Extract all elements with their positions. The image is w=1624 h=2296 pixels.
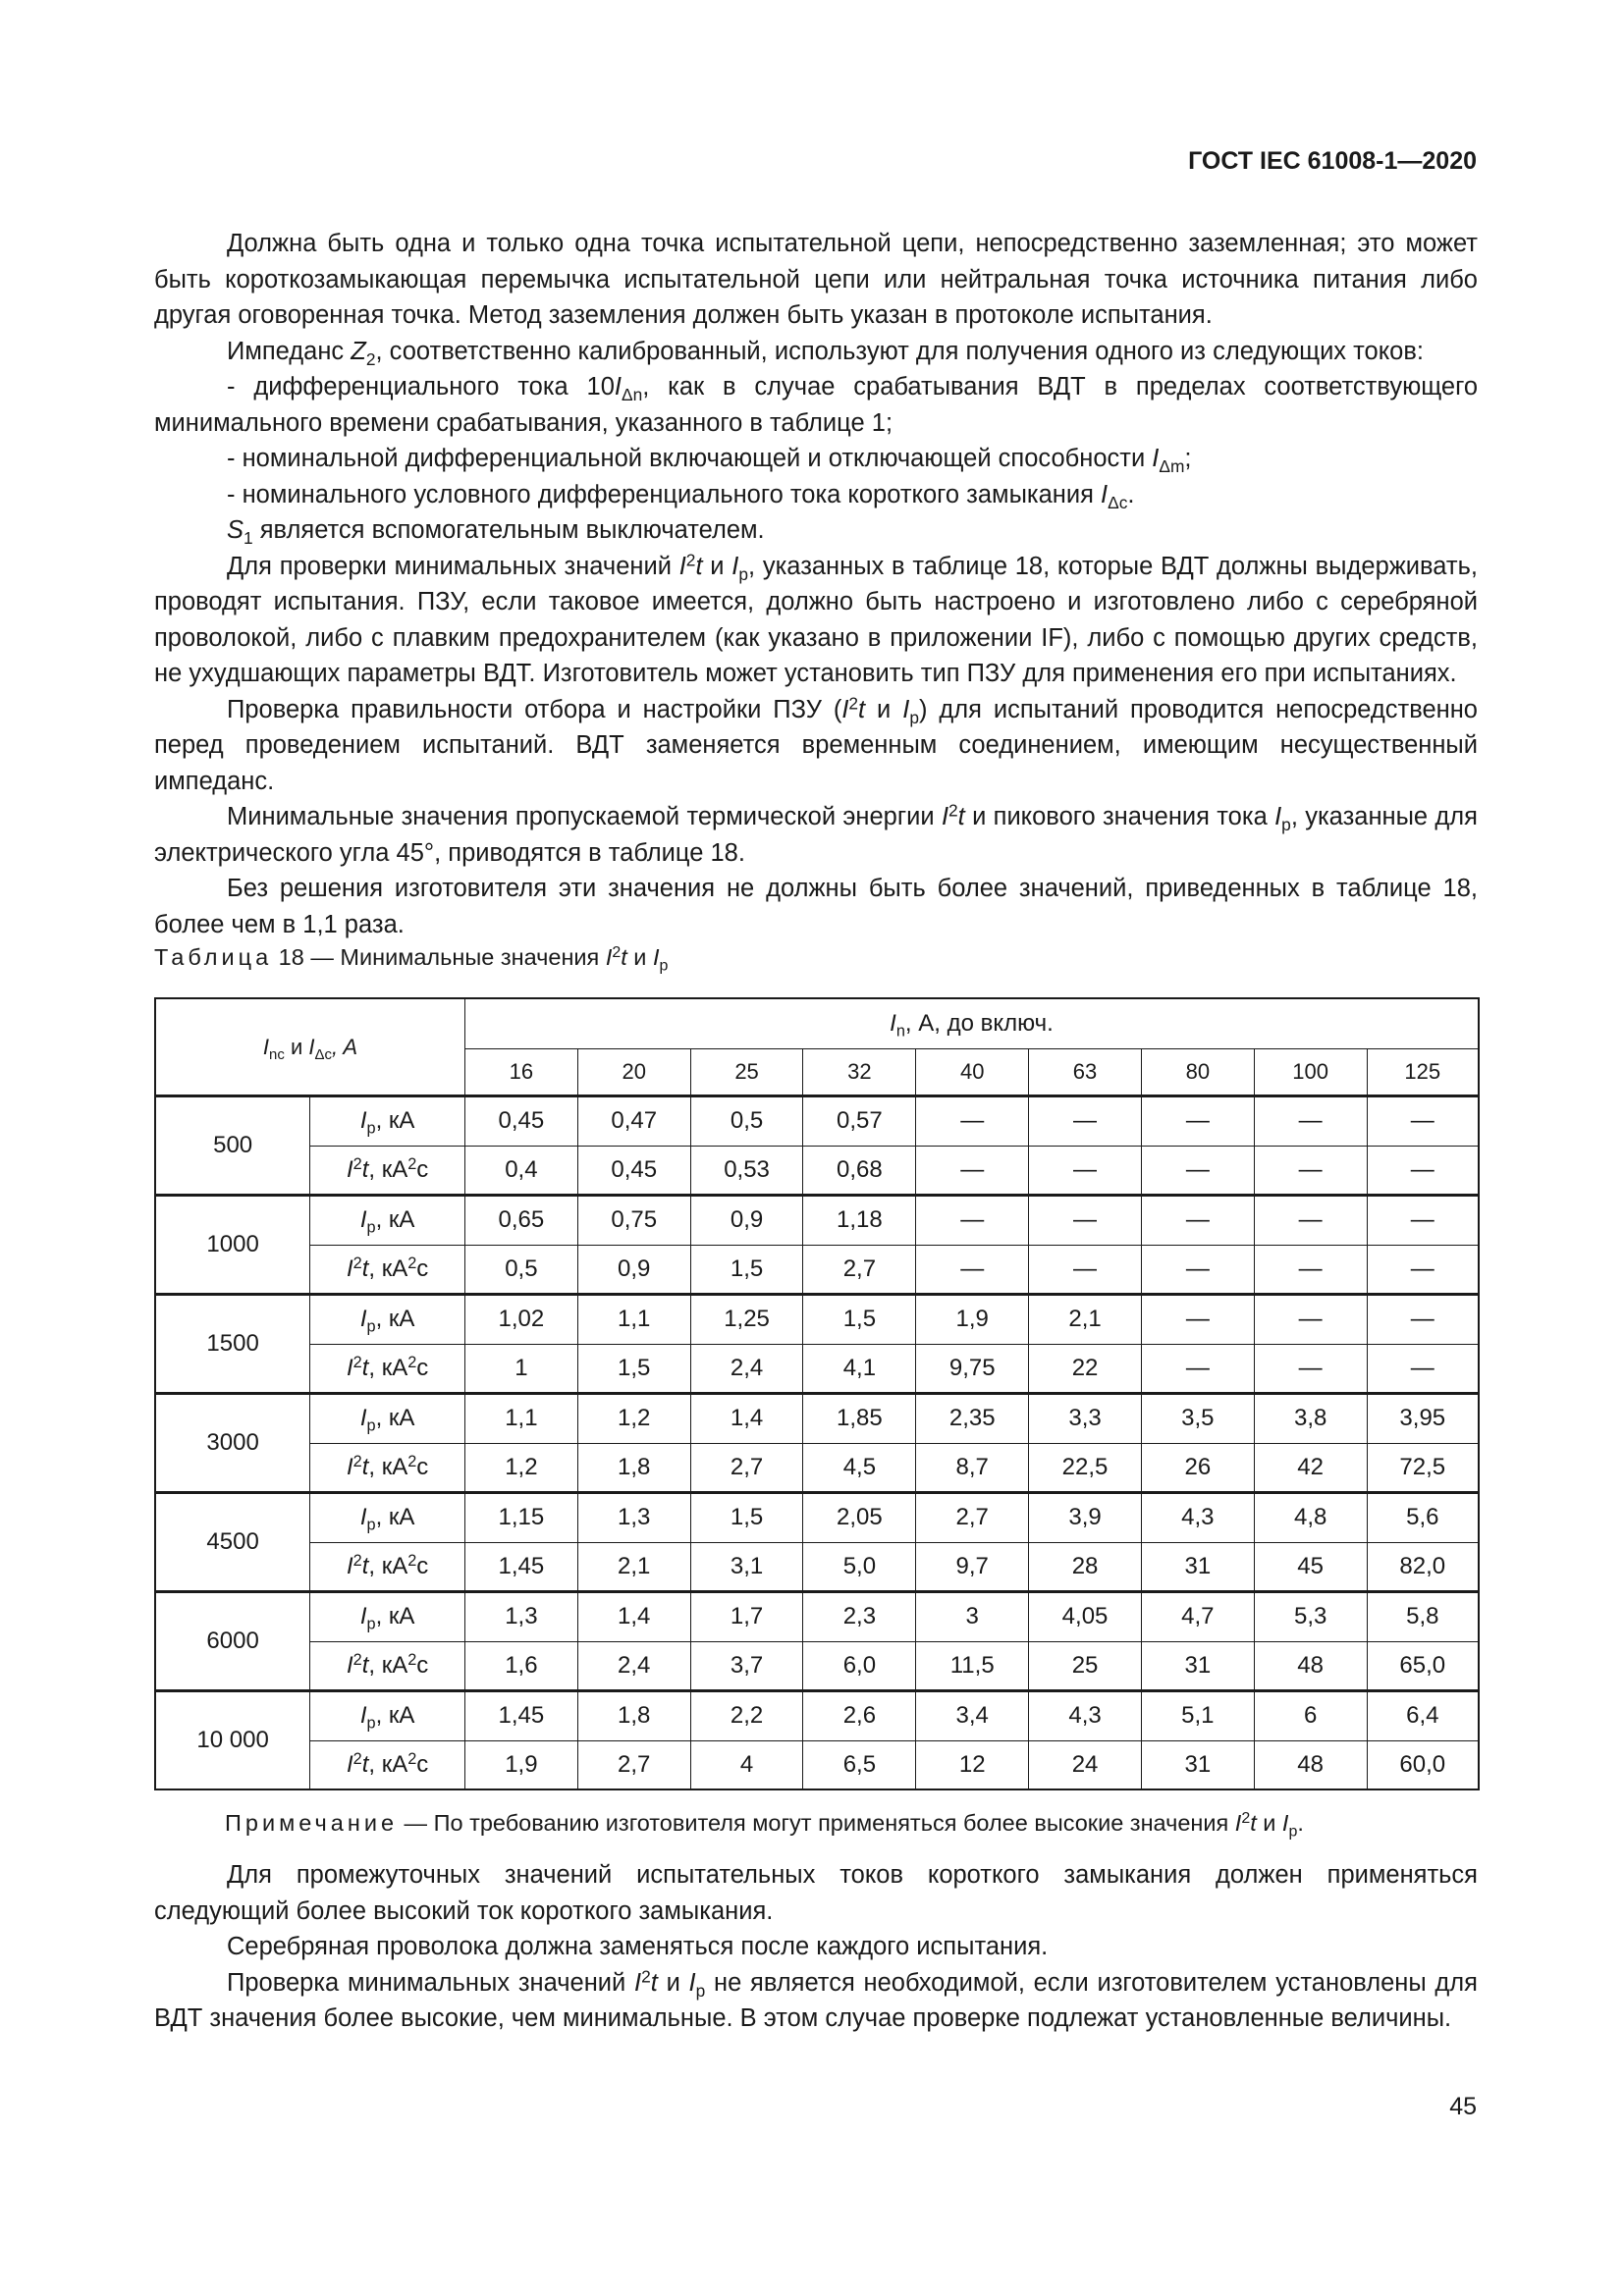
document-id-header: ГОСТ IEC 61008-1—2020 — [1188, 147, 1477, 175]
symbol-t: t — [361, 1354, 369, 1381]
symbol-sub-p: p — [366, 1714, 376, 1733]
table-row — [155, 1691, 1479, 1741]
column-header: 80 — [1141, 1049, 1254, 1096]
param-label-i2t — [310, 1245, 465, 1295]
table-cell: 2,2 — [690, 1691, 803, 1741]
symbol-i: I — [346, 1651, 353, 1679]
body-text-bottom — [154, 1857, 1478, 2037]
table-cell: 2,3 — [803, 1592, 916, 1642]
table-cell: 0,65 — [464, 1196, 577, 1246]
table-cell: 3,95 — [1367, 1394, 1479, 1444]
unit-text: , кА — [375, 1603, 415, 1630]
unit-text: с — [416, 1750, 429, 1778]
table-cell: 1,5 — [690, 1245, 803, 1295]
table-note: Примечание — По требованию изготовителя могут применяться более высокие значения $I^2t$ и $I_p$. — [225, 1810, 1304, 1841]
symbol-sub-p: p — [366, 1416, 376, 1435]
table-cell: 0,5 — [464, 1245, 577, 1295]
table-cell: 3,1 — [690, 1542, 803, 1592]
param-label-ip — [310, 1691, 465, 1741]
table-cell: — — [1254, 1146, 1367, 1196]
rated-current-cell: 1500 — [155, 1295, 310, 1394]
table-cell: — — [1141, 1344, 1254, 1394]
table-cell: — — [1141, 1096, 1254, 1147]
table-cell: 1,9 — [916, 1295, 1029, 1345]
page-number: 45 — [1449, 2093, 1477, 2120]
unit-text: , кА — [368, 1651, 408, 1679]
unit-text: , кА — [375, 1702, 415, 1730]
table-cell: 4,3 — [1141, 1493, 1254, 1543]
table-cell: 4,3 — [1029, 1691, 1142, 1741]
table-cell: — — [1367, 1146, 1479, 1196]
unit-text: с — [416, 1155, 429, 1183]
param-label-ip — [310, 1196, 465, 1246]
symbol-i: I — [346, 1155, 353, 1183]
symbol-sup-2: 2 — [407, 1154, 417, 1173]
table-cell: 4,1 — [803, 1344, 916, 1394]
unit-text: , кА — [375, 1504, 415, 1531]
param-label-i2t — [310, 1740, 465, 1789]
table-row — [155, 1641, 1479, 1691]
table-cell: 9,7 — [916, 1542, 1029, 1592]
symbol-sup-2: 2 — [352, 1749, 362, 1768]
table-row — [155, 1295, 1479, 1345]
table-cell: 0,5 — [690, 1096, 803, 1147]
symbol-i: I — [346, 1255, 353, 1282]
unit-text: , кА — [375, 1306, 415, 1333]
param-label-ip — [310, 1493, 465, 1543]
table-row — [155, 1493, 1479, 1543]
paragraph-verification: Для проверки минимальных значений $I^2t$ и $I_p$, указанных в таблице 18, которые ВДТ должны выдерживать, проводят испытания. ПЗУ, если таковое имеется, должно быть настроено и изготовлено либо с серебряной проволокой, либо с плавким предохранителем (как указано в приложении IF), либо с помощью других средств, не ухудшающих параметры ВДТ. Изготовитель может установить тип ПЗУ для применения его при испытаниях. — [154, 549, 1478, 687]
column-header: 40 — [916, 1049, 1029, 1096]
table-cell: 31 — [1141, 1542, 1254, 1592]
symbol-sup-2: 2 — [352, 1353, 362, 1371]
symbol-sup-2: 2 — [407, 1452, 417, 1470]
table-cell: 1,1 — [577, 1295, 690, 1345]
table-cell: 42 — [1254, 1443, 1367, 1493]
column-header: 125 — [1367, 1049, 1479, 1096]
unit-text: , кА — [368, 1354, 408, 1381]
table-cell: 8,7 — [916, 1443, 1029, 1493]
symbol-t: t — [361, 1155, 369, 1183]
column-header: 16 — [464, 1049, 577, 1096]
table-cell: 5,6 — [1367, 1493, 1479, 1543]
unit-text: , кА — [368, 1750, 408, 1778]
table-cell: 3,5 — [1141, 1394, 1254, 1444]
table-cell: 9,75 — [916, 1344, 1029, 1394]
table-cell: 4,8 — [1254, 1493, 1367, 1543]
table-cell: — — [1367, 1196, 1479, 1246]
table-cell: — — [916, 1196, 1029, 1246]
paragraph-minimum-values: Минимальные значения пропускаемой термической энергии $I^2t$ и пикового значения тока $I_p$, указанные для электрического угла 45°, приводятся в таблице 18. — [154, 800, 1478, 867]
table-cell: 12 — [916, 1740, 1029, 1789]
table-cell: 6,0 — [803, 1641, 916, 1691]
table-cell: 1,5 — [577, 1344, 690, 1394]
table-cell: 1,45 — [464, 1542, 577, 1592]
table-row — [155, 1096, 1479, 1147]
table-cell: 72,5 — [1367, 1443, 1479, 1493]
table-cell: 1,45 — [464, 1691, 577, 1741]
table-row — [155, 1146, 1479, 1196]
table-corner-header: $I_{nc}$ и $I_{\Delta c}$, A — [155, 998, 464, 1096]
table-cell: — — [916, 1245, 1029, 1295]
symbol-t: t — [361, 1552, 369, 1579]
table-cell: — — [1029, 1146, 1142, 1196]
param-label-i2t — [310, 1443, 465, 1493]
table-cell: 2,7 — [577, 1740, 690, 1789]
unit-text: с — [416, 1453, 429, 1480]
list-item-making-breaking: - номинальной дифференциальной включающей и отключающей способности $I_{\Delta m}$; — [227, 445, 1192, 477]
table-cell: 3,7 — [690, 1641, 803, 1691]
symbol-i: I — [359, 1206, 367, 1234]
table-cell: — — [1367, 1096, 1479, 1147]
column-header: 100 — [1254, 1049, 1367, 1096]
table-cell: 45 — [1254, 1542, 1367, 1592]
table-cell: — — [1029, 1245, 1142, 1295]
rated-current-cell: 1000 — [155, 1196, 310, 1295]
table-cell: 5,1 — [1141, 1691, 1254, 1741]
table-cell: 26 — [1141, 1443, 1254, 1493]
table-cell: 0,9 — [577, 1245, 690, 1295]
table-cell: — — [1141, 1196, 1254, 1246]
body-text-top — [154, 226, 1478, 942]
table-cell: 1,18 — [803, 1196, 916, 1246]
table-cell: 4,05 — [1029, 1592, 1142, 1642]
table-cell: — — [1254, 1344, 1367, 1394]
table-cell: 1,9 — [464, 1740, 577, 1789]
param-label-ip — [310, 1295, 465, 1345]
table-cell: 1,2 — [577, 1394, 690, 1444]
table-cell: 25 — [1029, 1641, 1142, 1691]
table-cell: 3,4 — [916, 1691, 1029, 1741]
table-cell: 1,6 — [464, 1641, 577, 1691]
table-cell: 1,5 — [803, 1295, 916, 1345]
symbol-sup-2: 2 — [352, 1650, 362, 1669]
symbol-sub-p: p — [366, 1516, 376, 1534]
table-cell: 48 — [1254, 1641, 1367, 1691]
symbol-t: t — [361, 1651, 369, 1679]
rated-current-cell: 500 — [155, 1096, 310, 1196]
symbol-i: I — [359, 1504, 367, 1531]
unit-text: с — [416, 1255, 429, 1282]
table-cell: 1,3 — [577, 1493, 690, 1543]
table-cell: 0,45 — [577, 1146, 690, 1196]
unit-text: , кА — [375, 1206, 415, 1234]
table-cell: 1,85 — [803, 1394, 916, 1444]
table-cell: — — [1029, 1096, 1142, 1147]
table-cell: 6,4 — [1367, 1691, 1479, 1741]
table-cell: 31 — [1141, 1740, 1254, 1789]
table-cell: 4,7 — [1141, 1592, 1254, 1642]
table-row — [155, 1344, 1479, 1394]
table-cell: 22 — [1029, 1344, 1142, 1394]
symbol-sub-p: p — [366, 1615, 376, 1633]
paragraph-intermediate: Для промежуточных значений испытательных токов короткого замыкания должен применяться следующий более высокий ток короткого замыкания. — [154, 1861, 1478, 1925]
paragraph-spd-check: Проверка правильности отбора и настройки ПЗУ ($I^2t$ и $I_p$) для испытаний проводится непосредственно перед проведением испытаний. ВДТ заменяется временным соединением, имеющим несущественный импеданс. — [154, 692, 1478, 795]
table-cell: 1,4 — [690, 1394, 803, 1444]
table-cell: 4 — [690, 1740, 803, 1789]
param-label-i2t — [310, 1146, 465, 1196]
paragraph-tolerance: Без решения изготовителя эти значения не должны быть более значений, приведенных в таблице 18, более чем в 1,1 раза. — [154, 875, 1478, 938]
table-cell: 2,6 — [803, 1691, 916, 1741]
column-header: 32 — [803, 1049, 916, 1096]
table-row — [155, 1196, 1479, 1246]
table-cell: 65,0 — [1367, 1641, 1479, 1691]
paragraph-grounding: Должна быть одна и только одна точка испытательной цепи, непосредственно заземленная; это может быть короткозамыкающая перемычка испытательной цепи или нейтральная точка источника питания либо другая оговоренная точка. Метод заземления должен быть указан в протоколе испытания. — [154, 230, 1478, 329]
table-cell: — — [1367, 1295, 1479, 1345]
symbol-i: I — [346, 1552, 353, 1579]
symbol-sup-2: 2 — [352, 1551, 362, 1570]
symbol-t: t — [361, 1750, 369, 1778]
column-header: 63 — [1029, 1049, 1142, 1096]
list-item-differential: - дифференциального тока $10I_{\Delta n}$, как в случае срабатывания ВДТ в пределах соответствующего минимального времени срабатывания, указанного в таблице 1; — [154, 373, 1478, 437]
table-cell: 1,1 — [464, 1394, 577, 1444]
table-row — [155, 1740, 1479, 1789]
unit-text: , кА — [375, 1107, 415, 1135]
symbol-t: t — [361, 1453, 369, 1480]
table-cell: 0,75 — [577, 1196, 690, 1246]
table-cell: 1,15 — [464, 1493, 577, 1543]
unit-text: , кА — [368, 1255, 408, 1282]
table-cell: 2,4 — [577, 1641, 690, 1691]
symbol-i: I — [359, 1107, 367, 1135]
table-cell: 3,9 — [1029, 1493, 1142, 1543]
table-cell: — — [1254, 1295, 1367, 1345]
symbol-sup-2: 2 — [407, 1254, 417, 1272]
symbol-sup-2: 2 — [352, 1452, 362, 1470]
table-cell: 24 — [1029, 1740, 1142, 1789]
symbol-sub-p: p — [366, 1218, 376, 1237]
table-cell: 11,5 — [916, 1641, 1029, 1691]
table-cell: — — [916, 1146, 1029, 1196]
table-cell: 0,4 — [464, 1146, 577, 1196]
table-cell: 6,5 — [803, 1740, 916, 1789]
table-cell: 5,0 — [803, 1542, 916, 1592]
paragraph-auxiliary-switch: $S_1$ является вспомогательным выключателем. — [227, 516, 765, 549]
table-cell: 1,5 — [690, 1493, 803, 1543]
table-row — [155, 1394, 1479, 1444]
rated-current-cell: 10 000 — [155, 1691, 310, 1790]
symbol-sup-2: 2 — [352, 1254, 362, 1272]
paragraph-impedance: Импеданс $Z_2$, соответственно калиброванный, используют для получения одного из следующих токов: — [227, 337, 1424, 369]
table-cell: 1 — [464, 1344, 577, 1394]
table-cell: 1,02 — [464, 1295, 577, 1345]
table-row — [155, 1542, 1479, 1592]
table-cell: 0,9 — [690, 1196, 803, 1246]
table-cell: — — [1367, 1245, 1479, 1295]
paragraph-not-necessary: Проверка минимальных значений $I^2t$ и $I_p$ не является необходимой, если изготовителем установлены для ВДТ значения более высокие, чем минимальные. В этом случае проверке подлежат установленные величины. — [154, 1965, 1478, 2032]
table-cell: 3 — [916, 1592, 1029, 1642]
rated-current-cell: 6000 — [155, 1592, 310, 1691]
table-cell: 1,3 — [464, 1592, 577, 1642]
param-label-ip — [310, 1394, 465, 1444]
table-row — [155, 1443, 1479, 1493]
symbol-i: I — [359, 1306, 367, 1333]
table-cell: 2,7 — [916, 1493, 1029, 1543]
param-label-i2t — [310, 1542, 465, 1592]
symbol-i: I — [346, 1354, 353, 1381]
symbol-sup-2: 2 — [407, 1650, 417, 1669]
table-cell: 2,4 — [690, 1344, 803, 1394]
symbol-i: I — [359, 1702, 367, 1730]
table-cell: 2,7 — [690, 1443, 803, 1493]
unit-text: , кА — [368, 1453, 408, 1480]
table-caption: Таблица 18 — Минимальные значения $I^2t$ и $I_p$ — [154, 944, 669, 975]
table-cell: 1,8 — [577, 1691, 690, 1741]
table-row — [155, 1592, 1479, 1642]
table-cell: 2,1 — [1029, 1295, 1142, 1345]
param-label-i2t — [310, 1641, 465, 1691]
param-label-ip — [310, 1096, 465, 1147]
table-cell: 2,35 — [916, 1394, 1029, 1444]
table-cell: — — [1254, 1096, 1367, 1147]
symbol-sub-p: p — [366, 1119, 376, 1138]
table-cell: — — [1141, 1295, 1254, 1345]
table-cell: 5,3 — [1254, 1592, 1367, 1642]
table-cell: 1,25 — [690, 1295, 803, 1345]
table-body — [155, 1096, 1479, 1790]
table-cell: — — [916, 1096, 1029, 1147]
table-row — [155, 1245, 1479, 1295]
table-cell: 2,05 — [803, 1493, 916, 1543]
table-cell: 28 — [1029, 1542, 1142, 1592]
table-cell: 2,1 — [577, 1542, 690, 1592]
table-cell: — — [1029, 1196, 1142, 1246]
unit-text: с — [416, 1354, 429, 1381]
table-cell: 2,7 — [803, 1245, 916, 1295]
param-label-ip — [310, 1592, 465, 1642]
table-cell: 6 — [1254, 1691, 1367, 1741]
symbol-sup-2: 2 — [407, 1749, 417, 1768]
table-cell: 1,2 — [464, 1443, 577, 1493]
paragraph-silver-wire: Серебряная проволока должна заменяться после каждого испытания. — [227, 1933, 1049, 1960]
symbol-sup-2: 2 — [407, 1353, 417, 1371]
unit-text: , кА — [368, 1552, 408, 1579]
table-cell: 1,7 — [690, 1592, 803, 1642]
unit-text: с — [416, 1552, 429, 1579]
table-cell: 4,5 — [803, 1443, 916, 1493]
column-header: 20 — [577, 1049, 690, 1096]
table-cell: 82,0 — [1367, 1542, 1479, 1592]
symbol-sup-2: 2 — [352, 1154, 362, 1173]
table-cell: 1,8 — [577, 1443, 690, 1493]
table-cell: 5,8 — [1367, 1592, 1479, 1642]
min-values-table — [154, 997, 1480, 1790]
unit-text: , кА — [368, 1155, 408, 1183]
table-cell: — — [1141, 1245, 1254, 1295]
symbol-t: t — [361, 1255, 369, 1282]
table-cell: 0,53 — [690, 1146, 803, 1196]
table-cell: 48 — [1254, 1740, 1367, 1789]
column-header: 25 — [690, 1049, 803, 1096]
unit-text: с — [416, 1651, 429, 1679]
table-cell: 22,5 — [1029, 1443, 1142, 1493]
table-cell: 3,3 — [1029, 1394, 1142, 1444]
table-cell: 0,57 — [803, 1096, 916, 1147]
table-cell: 3,8 — [1254, 1394, 1367, 1444]
rated-current-cell: 4500 — [155, 1493, 310, 1592]
table-cell: — — [1367, 1344, 1479, 1394]
list-item-short-circuit: - номинального условного дифференциального тока короткого замыкания $I_{\Delta c}$. — [227, 480, 1135, 512]
table-cell: 31 — [1141, 1641, 1254, 1691]
table-cell: 60,0 — [1367, 1740, 1479, 1789]
param-label-i2t — [310, 1344, 465, 1394]
symbol-i: I — [359, 1603, 367, 1630]
symbol-i: I — [359, 1405, 367, 1432]
table-span-header: $I_n$, А, до включ. — [464, 998, 1479, 1049]
unit-text: , кА — [375, 1405, 415, 1432]
symbol-i: I — [346, 1453, 353, 1480]
rated-current-cell: 3000 — [155, 1394, 310, 1493]
table-cell: 0,45 — [464, 1096, 577, 1147]
table-cell: 0,47 — [577, 1096, 690, 1147]
table-cell: 0,68 — [803, 1146, 916, 1196]
symbol-sub-p: p — [366, 1317, 376, 1336]
table-cell: — — [1141, 1146, 1254, 1196]
symbol-sup-2: 2 — [407, 1551, 417, 1570]
table-cell: 1,4 — [577, 1592, 690, 1642]
symbol-i: I — [346, 1750, 353, 1778]
table-cell: — — [1254, 1245, 1367, 1295]
table-cell: — — [1254, 1196, 1367, 1246]
